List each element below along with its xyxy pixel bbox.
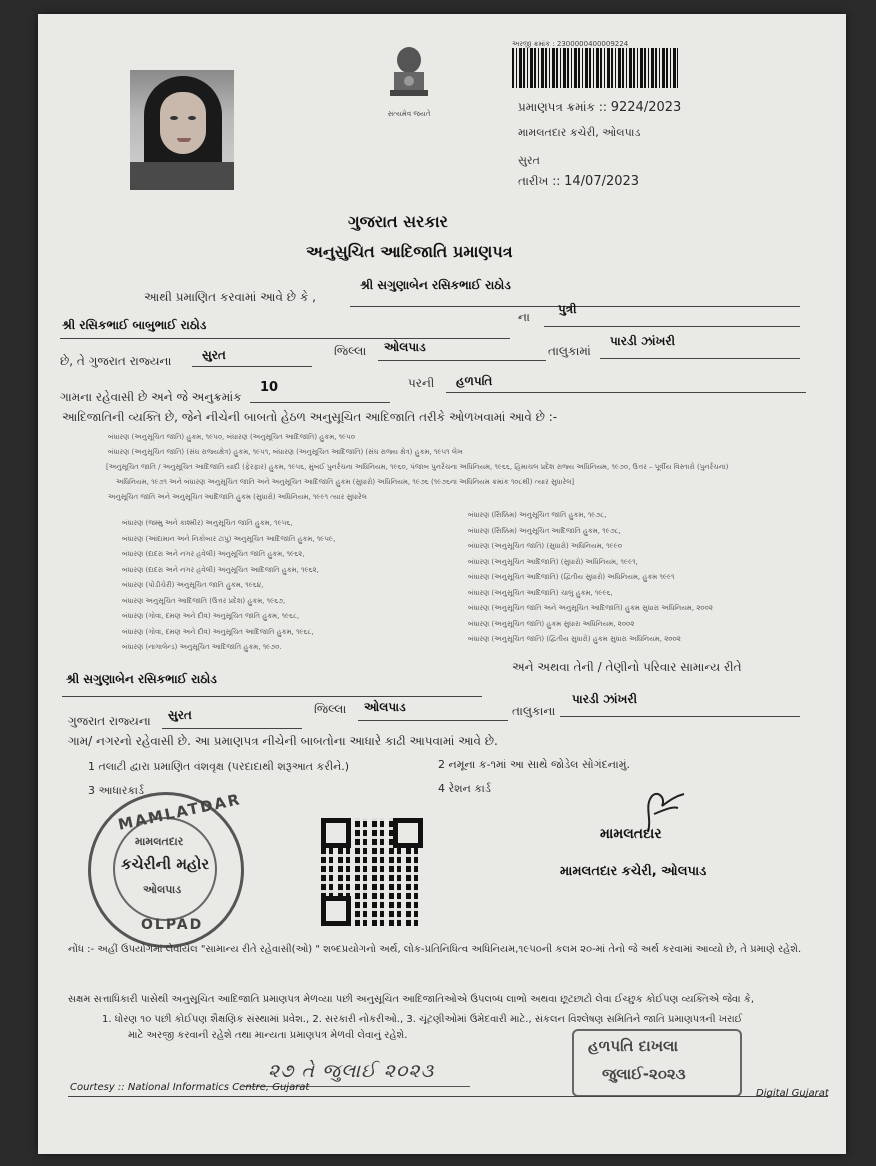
national-emblem-icon (374, 40, 444, 110)
certificate-page (38, 14, 846, 1154)
residence-line3: ગામ/ નગરનો રહેવાસી છે. આ પ્રમાણપત્ર નીચેની બાબતોના આધારે કાઢી આપવામાં આવે છે. (68, 734, 498, 748)
order-item: બંધારણ (અનુસૂચિત જાતિ અને અનુસૂચિત આદિજાતિ) હુકમ સુધારા અધિનિયમ, ૨૦૦૨ (468, 604, 713, 612)
na-label: ના (518, 310, 530, 324)
issue-date: તારીખ :: 14/07/2023 (518, 174, 640, 189)
residence-village: પારડી ઝાંખરી (572, 692, 638, 706)
taluka-label: તાલુકામાં (548, 344, 591, 358)
order-item: બંધારણ (આંદામાન અને નિકોબાર ટાપુ) અનુસૂચિત આદિજાતિ હુકમ, ૧૯૫૯, (122, 534, 336, 543)
order-item: બંધારણ (અનુસૂચિત આદિજાતિ) (સુધારો) અધિનિયમ, ૧૯૯૧, (468, 557, 638, 566)
note-3: 1. ધોરણ ૧૦ પછી કોઈપણ શૈક્ષણિક સંસ્થામાં પ્રવેશ., 2. સરકારી નોકરીઓ., 3. ચૂંટણીઓમાં ઉમેદવારી માટે., સંકલન વિશ્લેષણ સમિતિને જાતિ પ્રમાણપત્રની ખરાઈ (102, 1014, 743, 1025)
courtesy-text: Courtesy :: National Informatics Centre, Gujarat (70, 1082, 310, 1093)
village-name: પારડી ઝાંખરી (610, 334, 676, 348)
line5-text: આદિજાતિની વ્યક્તિ છે, જેને નીચેની બાબતો હેઠળ અનુસૂચિત આદિજાતિ તરીકે ઓળખવામાં આવે છે :- (62, 410, 558, 424)
residence-taluka: ઓલપાડ (364, 700, 406, 714)
residence-prefix: ગુજરાત રાજ્યના (68, 714, 151, 728)
category-stamp: હળપતિ દાખલા જુલાઈ-૨૦૨૩ (572, 1029, 742, 1097)
order-item: બંધારણ (અનુસૂચિત જાતિ) હુકમ સુધારા અધિનિયમ, ૨૦૦૨ (468, 619, 635, 628)
footer-brand: Digital Gujarat (756, 1088, 829, 1099)
emblem-caption: સત્યમેવ જયતે (387, 110, 431, 118)
line1-prefix: આથી પ્રમાણિત કરવામાં આવે છે કે , (144, 290, 316, 304)
relation: પુત્રી (558, 302, 577, 316)
signatory-title: મામલતદાર (600, 826, 662, 842)
order-item: અધિનિયમ, ૧૯૭૧ અને બંધારણ અનુસૂચિત જાતિ અને અનુસૂચિત આદિજાતિ હુકમ (સુધારો) અધિનિયમ, ૧૯૭૬ (૧૯૭૬ના અધિનિયમ ક્રમાંક ૧૦૮થી) ત્યાર સુધારેલ] (116, 478, 575, 486)
orders-full-list (108, 430, 808, 505)
residence-district: સુરત (168, 708, 192, 722)
order-item: બંધારણ (અનુસૂચિત જાતિ) (સુધારો) અધિનિયમ, ૧૯૯૦ (468, 542, 623, 550)
state-district: સુરત (202, 348, 226, 362)
certificate-title: અનુસુચિત આદિજાતિ પ્રમાણપત્ર (306, 242, 513, 261)
application-number: અરજી ક્રમાંક : 2300000400009224 (512, 40, 629, 48)
order-item: બંધારણ (દાદરા અને નગર હવેલી) અનુસૂચિત આદિજાતિ હુકમ, ૧૯૬૨, (122, 565, 319, 574)
order-item: બંધારણ (નાગાલેન્ડ) અનુસૂચિત આદિજાતિ હુકમ, ૧૯૭૦. (122, 643, 282, 651)
residence-taluka-label: તાલુકાના (512, 704, 556, 718)
taluka-name: ઓલપાડ (384, 340, 426, 354)
residence-name: શ્રી સગુણાબેન રસિકભાઈ રાઠોડ (66, 672, 217, 686)
basis-item-1: 1 તલાટી દ્વારા પ્રમાણિત વંશવૃક્ષ (પરદાદાથી શરૂઆત કરીને.) (88, 760, 350, 773)
order-item: બંધારણ (જમ્મુ અને કાશ્મીર) અનુસૂચિત જાતિ હુકમ, ૧૯૫૬, (122, 519, 293, 527)
basis-item-3: 3 આધારકાર્ડ (88, 784, 144, 797)
basis-item-2: 2 નમૂના ક-૧માં આ સાથે જોડેલ સોગંદનામું. (438, 758, 630, 771)
caste-name: હળપતિ (456, 374, 493, 388)
order-item: [અનુસૂચિત જાતિ / અનુસૂચિત આદિજાતિ યાદી (ફેરફાર) હુકમ, ૧૯૫૬, મુંબઈ પુનર્રચના અધિનિયમ, ૧૯૬૦, પંજાબ પુનર્રચના અધિનિયમ, ૧૯૬૬, હિમાચલ પ્રદેશ રાજ્ય અધિનિયમ, ૧૯૭૦, ઉત્તર – પૂર્વીય વિસ્તારો (પુનર્રચના) (106, 463, 729, 471)
order-item: બંધારણ (અનુસૂચિત જાતિ) (સંઘ રાજ્યક્ષેત્ર) હુકમ, ૧૯૫૧, બંધારણ (અનુસૂચિત આદિજાતિ) (સંઘ રાજ્ય ક્ષેત્ર) હુકમ, ૧૯૫૧ લેખ (108, 448, 463, 456)
order-item: બંધારણ (સિક્કિમ) અનુસૂચિત આદિજાતિ હુકમ, ૧૯૭૮, (468, 526, 621, 535)
applicant-name: શ્રી સગુણાબેન રસિકભાઈ રાઠોડ (360, 278, 511, 292)
signatory-office: મામલતદાર કચેરી, ઓલપાડ (560, 864, 707, 879)
orders-left-list (122, 516, 452, 656)
parni-label: પરની (408, 376, 435, 390)
order-item: બંધારણ (અનુસૂચિત આદિજાતિ) ચાલુ હુકમ, ૧૯૯૬, (468, 588, 613, 597)
order-item: બંધારણ (ગોવા, દમણ અને દીવ) અનુસૂચિત જાતિ હુકમ, ૧૯૬૮, (122, 612, 300, 620)
residence-suffix: અને અથવા તેની / તેણીનો પરિવાર સામાન્ય રીતે (512, 660, 742, 674)
order-item: બંધારણ (દાદરા અને નગર હવેલી) અનુસૂચિત જાતિ હુકમ, ૧૯૬૨, (122, 550, 305, 558)
qr-code (321, 818, 423, 926)
issuing-office: મામલતદાર કચેરી, ઓલપાડ (518, 126, 641, 139)
order-item: બંધારણ (અનુસૂચિત જાતિ) હુકમ, ૧૯૫૦, બંધારણ (અનુસૂચિત આદિજાતિ) હુકમ, ૧૯૫૦ (108, 433, 355, 441)
order-item: બંધારણ (સિક્કિમ) અનુસૂચિત જાતિ હુકમ, ૧૯૭૮, (468, 511, 607, 519)
jillo-label: જિલ્લા (334, 344, 367, 358)
government-title: ગુજરાત સરકાર (348, 212, 448, 231)
orders-right-list (468, 508, 808, 648)
applicant-photo (130, 70, 234, 190)
basis-item-4: 4 રેશન કાર્ડ (438, 782, 491, 795)
note-1: નોંધ :- અહીં ઉપયોગમાં લેવાયેલ "સામાન્ય રીતે રહેવાસી(ઓ) " શબ્દપ્રયોગનો અર્થ, લોક-પ્રતિનિધિત્વ અધિનિયમ,૧૯૫૦ની કલમ ૨૦-માં તેનો જે અર્થ કરવામાં આવ્યો છે, તે પ્રમાણે રહેશે. (68, 944, 802, 955)
barcode (512, 48, 678, 88)
line3-prefix: છે, તે ગુજરાત રાજ્યના (60, 354, 172, 368)
mamlatdar-seal: MAMLATDAR મામલતદાર કચેરીની મહોર ઓલપાડ OLPAD (88, 792, 244, 948)
order-item: અનુસૂચિત જાતિ અને અનુસૂચિત આદિજાતિ હુકમ (સુધારો) અધિનિયમ, ૧૯૯૧ ત્યાર સુધારેલ (108, 493, 367, 501)
order-item: બંધારણ (અનુસૂચિત આદિજાતિ) (દ્વિતીય સુધારો) અધિનિયમ, હુકમ ૧૯૯૧ (468, 573, 675, 581)
issuing-district: સુરત (518, 154, 540, 167)
order-item: બંધારણ (પોંડીચેરી) અનુસૂચિત જાતિ હુકમ, ૧૯૬૪, (122, 581, 264, 589)
order-item: બંધારણ (ગોવા, દમણ અને દીવ) અનુસૂચિત આદિજાતિ હુકમ, ૧૯૬૮, (122, 627, 314, 636)
certificate-number: પ્રમાણપત્ર ક્રમાંક :: 9224/2023 (518, 100, 682, 115)
father-name: શ્રી રસિકભાઈ બાબુભાઈ રાઠોડ (62, 318, 207, 332)
note-4: માટે અરજી કરવાની રહેશે તથા માન્યતા પ્રમાણપત્ર મેળવી લેવાનું રહેશે. (128, 1030, 408, 1041)
order-item: બંધારણ (અનુસૂચિત જાતિ) (દ્વિતીય સુધારો) હુકમ સુધારા અધિનિયમ, ૨૦૦૨ (468, 635, 681, 643)
handwritten-date: ૨૭ તે જુલાઈ ૨૦૨૩ (268, 1060, 435, 1082)
line4-prefix: ગામના રહેવાસી છે અને જે અનુક્રમાંક (60, 390, 242, 404)
order-item: બંધારણ અનુસૂચિત આદિજાતિ (ઉત્તર પ્રદેશ) હુકમ, ૧૯૬૭, (122, 596, 286, 605)
note-2: સક્ષમ સત્તાધિકારી પાસેથી અનુસૂચિત આદિજાતિ પ્રમાણપત્ર મેળવ્યા પછી અનુસૂચિત આદિજાતિઓએ ઉપલબ્ધ લાભો અથવા છૂટછાટો લેવા ઈચ્છુક કોઈપણ વ્યક્તિએ જેવા કે, (68, 994, 755, 1005)
residence-jillo-label: જિલ્લા (314, 702, 347, 716)
serial-number: 10 (260, 380, 279, 395)
